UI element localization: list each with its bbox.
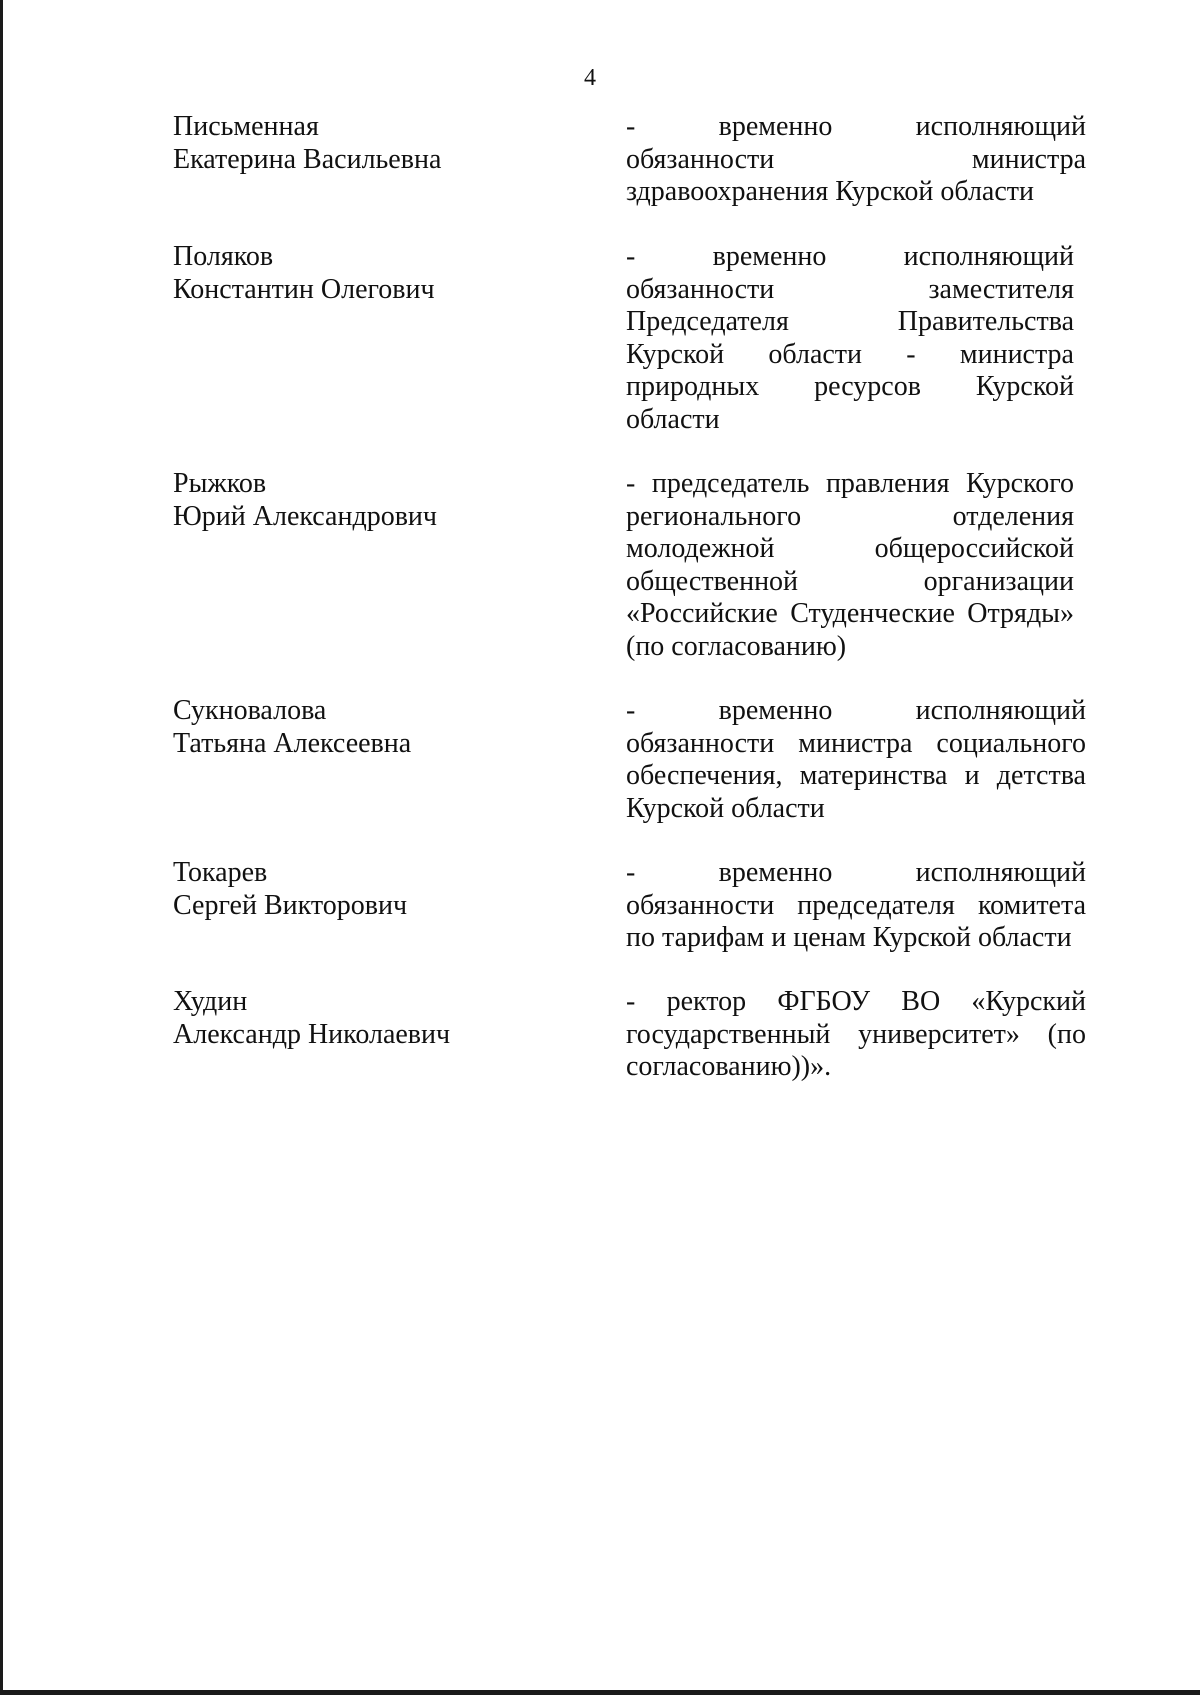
- member-surname: Токарев: [173, 857, 268, 888]
- role-line: по тарифам и ценам Курской области: [626, 922, 1072, 953]
- role-line: области: [626, 403, 720, 435]
- role-line: - временно исполняющий: [626, 241, 1074, 272]
- member-name: [173, 695, 593, 760]
- scan-left-border: [0, 0, 3, 1695]
- member-given-names: Татьяна Алексеевна: [173, 727, 412, 759]
- role-line: государственный университет» (по: [626, 1018, 1086, 1050]
- page-number: 4: [584, 65, 596, 91]
- member-given-names: Константин Олегович: [173, 273, 435, 305]
- member-surname: Рыжков: [173, 468, 267, 499]
- member-name: [173, 468, 593, 533]
- role-line: регионального отделения: [626, 500, 1074, 532]
- role-line: (по согласованию): [626, 630, 847, 662]
- role-line: - временно исполняющий: [626, 695, 1086, 726]
- member-surname: Поляков: [173, 241, 274, 272]
- role-line: молодежной общероссийской: [626, 533, 1074, 564]
- member-role: [626, 241, 1074, 436]
- member-name: [173, 111, 593, 176]
- role-line: Курской области - министра: [626, 338, 1074, 370]
- member-surname: Письменная: [173, 111, 319, 142]
- role-line: Председателя Правительства: [626, 306, 1074, 337]
- role-line: - ректор ФГБОУ ВО «Курский: [626, 986, 1086, 1017]
- member-role: [626, 986, 1086, 1084]
- member-given-names: Юрий Александрович: [173, 500, 437, 532]
- member-name: [173, 241, 593, 306]
- role-line: обязанности министра: [626, 143, 1086, 175]
- role-line: - временно исполняющий: [626, 857, 1086, 888]
- role-line: обязанности заместителя: [626, 273, 1074, 305]
- member-role: [626, 468, 1074, 663]
- scan-bottom-border: [0, 1690, 1200, 1695]
- member-role: [626, 111, 1086, 209]
- role-line: «Российские Студенческие Отряды»: [626, 598, 1074, 629]
- member-role: [626, 857, 1086, 955]
- role-line: здравоохранения Курской области: [626, 176, 1035, 207]
- role-line: обязанности председателя комитета: [626, 889, 1086, 921]
- member-surname: Сукновалова: [173, 695, 327, 726]
- role-line: общественной организации: [626, 565, 1074, 597]
- role-line: обязанности министра социального: [626, 727, 1086, 759]
- role-line: обеспечения, материнства и детства: [626, 760, 1086, 791]
- member-name: [173, 986, 593, 1051]
- role-line: - временно исполняющий: [626, 111, 1086, 142]
- member-name: [173, 857, 593, 922]
- member-role: [626, 695, 1086, 825]
- role-line: согласованию))».: [626, 1051, 832, 1082]
- member-given-names: Екатерина Васильевна: [173, 143, 442, 175]
- member-given-names: Александр Николаевич: [173, 1018, 451, 1050]
- role-line: - председатель правления Курского: [626, 468, 1074, 499]
- member-given-names: Сергей Викторович: [173, 889, 408, 921]
- role-line: природных ресурсов Курской: [626, 371, 1074, 402]
- member-surname: Худин: [173, 986, 248, 1017]
- role-line: Курской области: [626, 792, 825, 824]
